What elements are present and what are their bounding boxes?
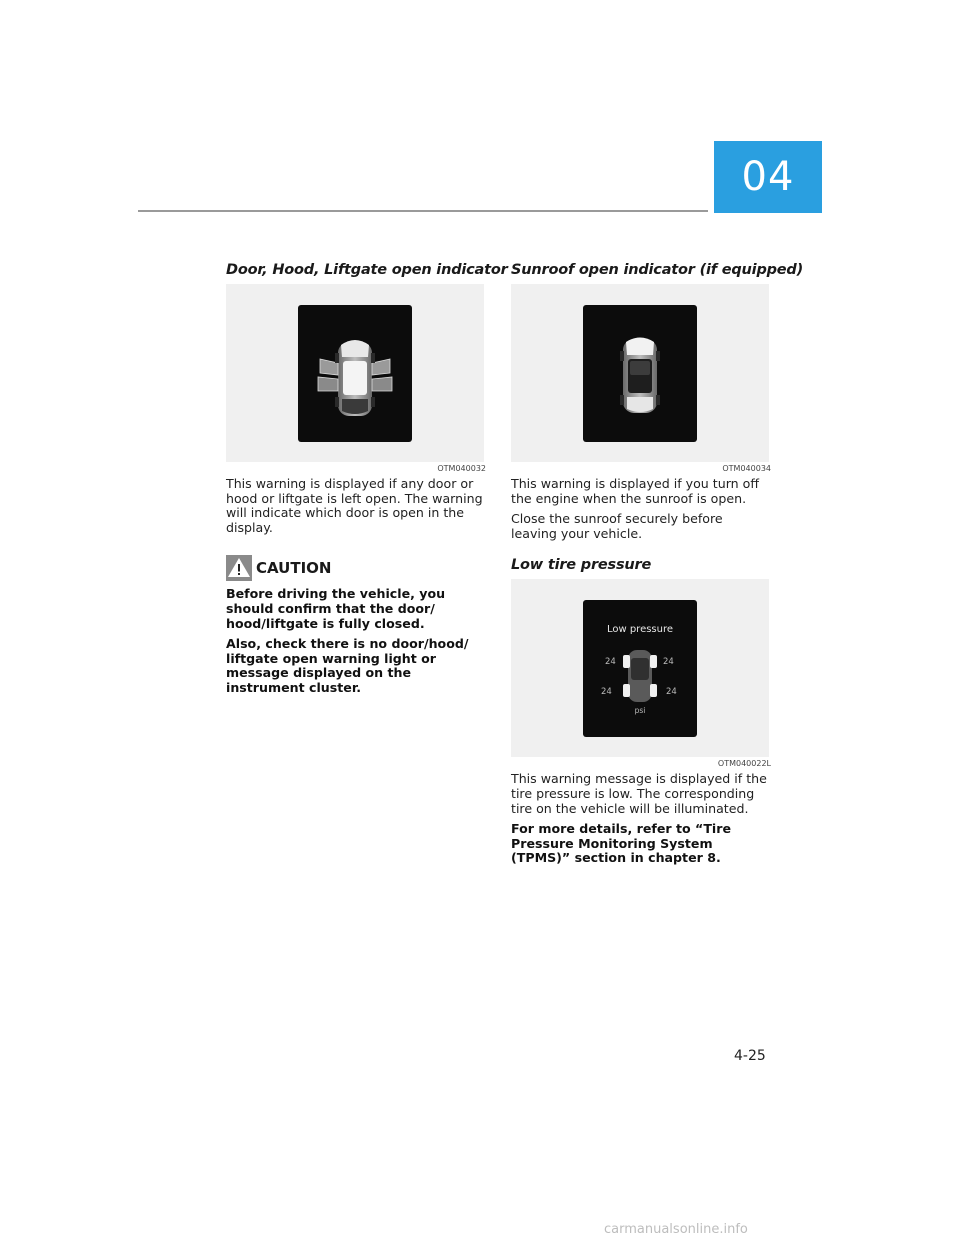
tire-description: This warning message is displayed if the tire pressure is low. The corresponding tire on the vehicle will be illuminated. (511, 771, 767, 816)
tire-screen-title: Low pressure (606, 624, 674, 636)
page-number: 4-25 (734, 1048, 766, 1064)
car-tire-icon (583, 600, 697, 737)
tire-figure (511, 579, 769, 757)
tire-pressure-fr: 24 (663, 657, 674, 668)
tire-pressure-rl: 24 (601, 687, 612, 698)
tire-pressure-rr: 24 (666, 687, 677, 698)
chapter-number: 04 (741, 154, 795, 200)
sunroof-description-1: This warning is displayed if you turn off the engine when the sunroof is open. (511, 476, 760, 506)
figure-code: OTM040034 (722, 464, 771, 473)
chapter-tab (714, 141, 822, 213)
sunroof-figure (511, 284, 769, 462)
door-cluster-screen (298, 305, 412, 442)
warning-triangle-icon (226, 555, 252, 581)
caution-heading (226, 555, 486, 581)
car-doors-open-icon (298, 305, 412, 442)
door-description: This warning is displayed if any door or hood or liftgate is left open. The warning will indicate which door is open in the display. (226, 476, 483, 535)
door-figure (226, 284, 484, 462)
sunroof-heading: Sunroof open indicator (if equipped) (511, 262, 804, 278)
tire-reference: For more details, refer to “Tire Pressure Monitoring System (TPMS)” section in chapter 8. (511, 821, 731, 866)
caution-text-2: Also, check there is no door/hood/ liftgate open warning light or message displayed on the instrument cluster. (226, 636, 469, 695)
sunroof-cluster-screen (583, 305, 697, 442)
caution-label: CAUTION (256, 559, 332, 578)
tire-pressure-fl: 24 (605, 657, 616, 668)
tire-pressure-unit: psi (634, 706, 646, 716)
footer-watermark: carmanualsonline.info (604, 1222, 748, 1237)
car-sunroof-open-icon (583, 305, 697, 442)
figure-code: OTM040032 (437, 464, 486, 473)
tire-cluster-screen (583, 600, 697, 737)
header-rule (138, 210, 708, 212)
left-column (226, 262, 508, 702)
tire-heading: Low tire pressure (511, 557, 652, 574)
right-column (511, 262, 804, 872)
caution-text-1: Before driving the vehicle, you should confirm that the door/ hood/liftgate is fully closed. (226, 586, 446, 631)
figure-code: OTM040022L (717, 759, 771, 769)
sunroof-description-2: Close the sunroof securely before leaving your vehicle. (511, 511, 723, 541)
door-hood-heading: Door, Hood, Liftgate open indicator (226, 262, 508, 278)
